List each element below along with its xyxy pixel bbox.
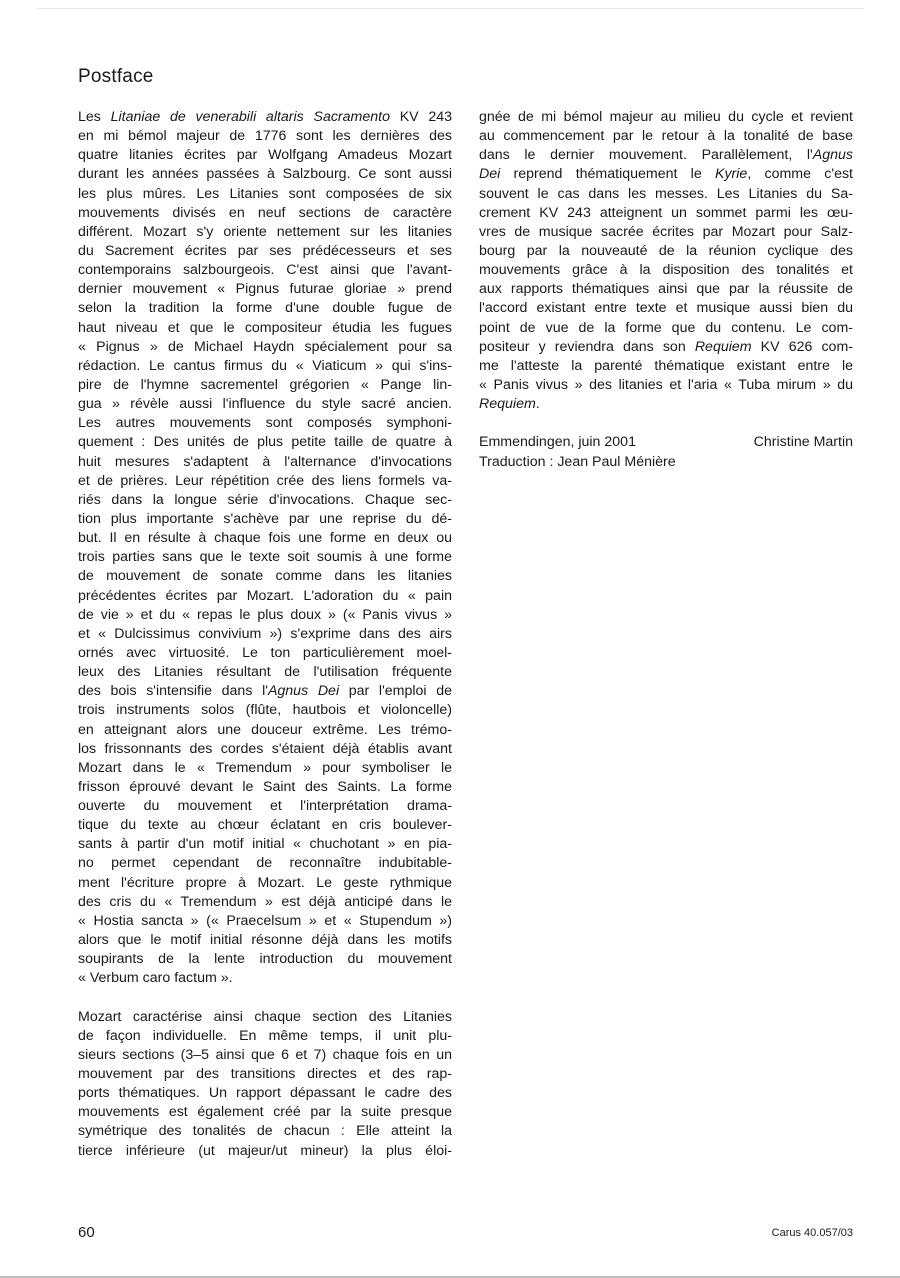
paragraph-2 [78,1008,452,1161]
text-line: tierce inférieure (ut majeur/ut mineur) la plus éloi- [78,1142,452,1159]
text-line: tion plus importante s'achève par une reprise du dé- [78,510,452,527]
text-line: gnée de mi bémol majeur au milieu du cycle et revient [479,109,853,125]
text-line: sants à partir d'un motif initial « chuchotant » en pia- [78,836,452,853]
text-line: positeur y reviendra dans son Requiem KV 626 com- [479,338,853,355]
text-line: selon la tradition la forme d'une double fugue de [78,300,452,317]
paragraph-gap [78,988,452,1007]
text-line: haut niveau et que le compositeur étudia les fugues [78,319,452,336]
text-line: trois parties sans que le texte soit soumis à une forme [78,549,452,566]
text-line: rédaction. Le cantus firmus du « Viaticum » qui s'ins- [78,357,452,374]
text-line: sieurs sections (3–5 ainsi que 6 et 7) chaque fois en un [78,1046,452,1063]
text-line: du Sacrement écrites par ses prédécesseurs et ses [78,242,452,259]
top-rule [36,8,864,9]
text-line: alors que le motif initial résonne déjà dans les motifs [78,932,452,949]
text-line: mouvements est également créé par la suite presque [78,1104,452,1121]
signature-row [479,433,853,452]
text-line: souvent le cas dans les messes. Les Litanies du Sa- [479,185,853,202]
text-line: Dei reprend thématiquement le Kyrie, comme c'est [479,166,853,183]
right-column [479,108,853,472]
text-line: frisson éprouvé devant le Saint des Saints. La forme [78,778,452,795]
text-line: vres de musique sacrée écrites par Mozart pour Salz- [479,223,853,240]
text-line: et de prières. Leur répétition crée des liens formels va- [78,472,452,489]
text-line: soupirants de la lente introduction du mouvement [78,951,452,968]
text-line: me l'atteste la parenté thématique existant entre le [479,357,853,374]
text-line: no permet cependant de reconnaître indubitable- [78,855,452,872]
text-line: gua » révèle aussi l'influence du style sacré ancien. [78,396,452,413]
text-line: des cris du « Tremendum » est déjà anticipé dans le [78,893,452,910]
text-line: ment l'écriture propre à Mozart. Le geste rythmique [78,874,452,891]
text-line: en atteignant alors une douceur extrême. Les trémo- [78,721,452,738]
text-line: trois instruments solos (flûte, hautbois et violoncelle) [78,702,452,719]
text-line: aux rapports thématiques ainsi que par la réussite de [479,281,853,298]
text-line: huit mesures s'adaptent à l'alternance d'invocations [78,453,452,470]
text-line: différent. Mozart s'y oriente nettement sur les litanies [78,223,452,240]
text-line: dernier mouvement « Pignus futurae gloriae » prend [78,281,452,298]
text-line: but. Il en résulte à chaque fois une forme en deux ou [78,530,452,547]
page-title: Postface [78,66,154,87]
text-line: crement KV 243 atteignent un sommet parmi les œu- [479,204,853,221]
paragraph-gap [479,414,853,433]
text-line: mouvements grâce à la disposition des tonalités et [479,262,853,279]
text-line: « Panis vivus » des litanies et l'aria « Tuba mirum » du [479,376,853,393]
author-name: Christine Martin [753,434,853,451]
text-line: de façon individuelle. En même temps, il unit plu- [78,1027,452,1044]
text-line: Mozart dans le « Tremendum » pour symboliser le [78,759,452,776]
text-line: contemporains salzbourgeois. C'est ainsi que l'avant- [78,262,452,279]
text-line: ouverte du mouvement et l'interprétation drama- [78,798,452,815]
text-line: et « Dulcissimus convivium ») s'exprime dans des airs [78,625,452,642]
text-line: l'accord existant entre texte et musique aussi bien du [479,300,853,317]
text-line: de vie » et du « repas le plus doux » (« Panis vivus » [78,606,452,623]
text-line: les plus mûres. Les Litanies sont composées de six [78,185,452,202]
text-line: symétrique des tonalités de chacun : Elle atteint la [78,1123,452,1140]
translator-credit: Traduction : Jean Paul Ménière [479,453,676,470]
text-line: mouvements divisés en neuf sections de caractère [78,204,452,221]
text-line: « Verbum caro factum ». [78,970,233,987]
text-line: dans le dernier mouvement. Parallèlement, l'Agnus [479,147,853,164]
text-line: Requiem. [479,396,540,413]
text-line: point de vue de la forme que du contenu. Le com- [479,319,853,336]
page-number: 60 [78,1224,95,1241]
text-line: tique du texte au chœur éclatant en cris boulever- [78,817,452,834]
text-line: des bois s'intensifie dans l'Agnus Dei par l'emploi de [78,683,453,700]
text-line: ornés avec virtuosité. Le ton particulièrement moel- [78,644,452,661]
text-line: Mozart caractérise ainsi chaque section des Litanies [78,1008,452,1025]
text-line: au commencement par le retour à la tonalité de base [479,128,853,145]
text-line: ports thématiques. Un rapport dépassant le cadre des [78,1085,452,1102]
left-column [78,108,452,1161]
text-line: « Hostia sancta » (« Praecelsum » et « Stupendum ») [78,912,452,929]
text-line: précédentes écrites par Mozart. L'adoration du « pain [78,587,452,604]
place-date: Emmendingen, juin 2001 [479,434,636,451]
text-line: mouvement par des transitions directes et des rap- [78,1066,452,1083]
text-line: « Pignus » de Michael Haydn spécialement pour sa [78,338,452,355]
text-line: riés dans la longue série d'invocations. Chaque sec- [78,491,452,508]
paragraph-1 [78,108,452,988]
text-line: quement : Des unités de plus petite taille de quatre à [78,434,452,451]
catalog-reference: Carus 40.057/03 [771,1227,853,1239]
text-line: durant les années passées à Salzbourg. Ce sont aussi [78,166,452,183]
text-line: Les Litaniae de venerabili altaris Sacramento KV 243 [78,109,453,125]
text-line: de mouvement de sonate comme dans les litanies [78,568,452,585]
text-line: los frissonnants des cordes s'étaient déjà établis avant [78,740,452,757]
text-line: en mi bémol majeur de 1776 sont les dernières des [78,128,452,145]
text-line: leux des Litanies résultant de l'utilisation fréquente [78,664,452,681]
text-line: bourg par la nouveauté de la réunion cyclique des [479,242,853,259]
text-line: quatre litanies écrites par Wolfgang Amadeus Mozart [78,147,452,164]
text-line: Les autres mouvements sont composés symphoni- [78,415,452,432]
paragraph-3 [479,108,853,414]
text-line: pire de l'hymne sacrementel grégorien « Pange lin- [78,376,452,393]
